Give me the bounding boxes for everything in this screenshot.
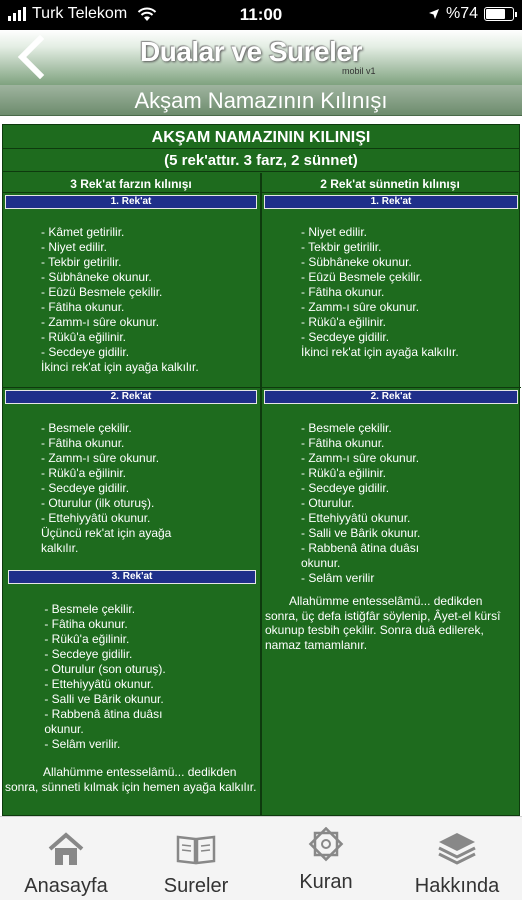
left-rekat1-steps: - Kâmet getirilir. - Niyet edilir. - Tekbir getirilir. - Sübhâneke okunur. - Eûzü Besmele çekilir. - Fâtiha okunur. - Zamm-ı sûre okunur. - Rükû'a eğilinir. - Secdeye gidilir. İkinci rek'at için ayağa kalkılır.: [41, 225, 199, 374]
status-time: 11:00: [239, 5, 283, 24]
page-title-bar: [0, 85, 522, 116]
bottom-tab-bar: [0, 816, 522, 900]
left-rekat3-label: 3. Rek'at: [8, 570, 256, 584]
tab-hakkinda[interactable]: [392, 817, 522, 900]
prayer-table: [2, 124, 520, 816]
row-separator: [3, 387, 260, 388]
home-icon: [46, 831, 86, 867]
battery-fill: [486, 9, 505, 19]
tab-anasayfa[interactable]: [0, 817, 132, 900]
column-divider: [260, 173, 262, 815]
left-rekat2-label: 2. Rek'at: [5, 390, 257, 404]
app-version: mobil v1: [342, 66, 376, 76]
status-bar: [0, 0, 522, 30]
tab-label: Anasayfa: [24, 875, 108, 897]
row-separator: [262, 387, 521, 388]
app-header: [0, 30, 522, 85]
table-subtitle: (5 rek'attır. 3 farz, 2 sünnet): [3, 150, 519, 172]
battery-icon: [484, 7, 514, 21]
right-closing-note: Allahümme entesselâmü... dedikden sonra, üç defa istiğfâr söylenip, Âyet-el kürsî okunup tesbih çekilir. Sonra duâ edilerek, namaz tamamlanır.: [265, 594, 501, 652]
tab-kuran[interactable]: [260, 817, 392, 900]
right-rekat2-label: 2. Rek'at: [264, 390, 518, 404]
right-rekat1-label: 1. Rek'at: [264, 195, 518, 209]
book-icon: [176, 831, 216, 867]
tab-label: Kuran: [299, 871, 353, 893]
app-title: Dualar ve Sureler: [140, 36, 362, 67]
left-rekat3-steps: - Besmele çekilir. - Fâtiha okunur. - Rükû'a eğilinir. - Secdeye gidilir. - Oturulur (son oturuş). - Ettehiyyâtü okunur. - Salli ve Bârik okunur. - Rabbenâ âtina duâsı okunur. - Selâm verilir.: [44, 602, 166, 751]
left-rekat2-steps: - Besmele çekilir. - Fâtiha okunur. - Zamm-ı sûre okunur. - Rükû'a eğilinir. - Secdeye gidilir. - Oturulur (ilk oturuş). - Ettehiyyâtü okunur. Üçüncü rek'at için ayağa kalkılır.: [41, 421, 172, 555]
left-column-header: 3 Rek'at farzın kılınışı: [3, 175, 259, 193]
status-right: [428, 5, 514, 23]
page-title: Akşam Namazının Kılınışı: [134, 88, 388, 113]
carrier-name: Turk Telekom: [32, 5, 128, 22]
tab-sureler[interactable]: [132, 817, 260, 900]
tab-label: Sureler: [163, 875, 229, 897]
table-title: AKŞAM NAMAZININ KILINIŞI: [3, 127, 519, 149]
back-arrow-icon[interactable]: [12, 35, 48, 79]
right-rekat1-steps: - Niyet edilir. - Tekbir getirilir. - Sübhâneke okunur. - Eûzü Besmele çekilir. - Fâtiha okunur. - Zamm-ı sûre okunur. - Rükû'a eğilinir. - Secdeye gidilir. İkinci rek'at için ayağa kalkılır.: [301, 225, 459, 359]
location-arrow-icon: [428, 8, 440, 20]
right-column-header: 2 Rek'at sünnetin kılınışı: [262, 175, 518, 193]
left-rekat1-label: 1. Rek'at: [5, 195, 257, 209]
left-closing-note: Allahümme entesselâmü... dedikden sonra, sünneti kılmak için hemen ayağa kalkılır.: [5, 765, 257, 794]
content-area[interactable]: [0, 116, 522, 816]
star-icon: [306, 827, 346, 863]
right-rekat2-steps: - Besmele çekilir. - Fâtiha okunur. - Zamm-ı sûre okunur. - Rükû'a eğilinir. - Secdeye gidilir. - Oturulur. - Ettehiyyâtü okunur. - Salli ve Bârik okunur. - Rabbenâ âtina duâsı okunur. - Selâm verilir: [301, 421, 421, 585]
layers-icon: [437, 831, 477, 867]
tab-label: Hakkında: [414, 875, 500, 897]
battery-percent: %74: [445, 5, 478, 22]
